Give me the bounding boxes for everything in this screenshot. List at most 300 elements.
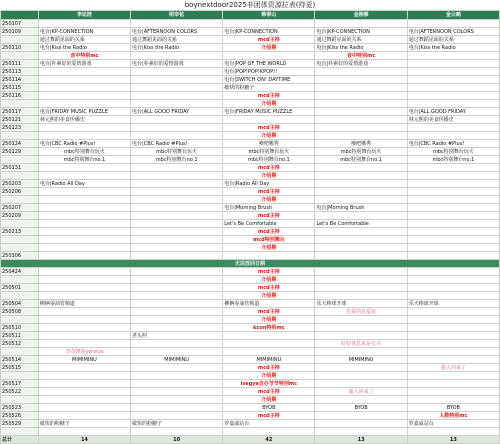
date-cell[interactable]: 250515 [1, 364, 39, 372]
schedule-cell[interactable]: 柳俩零油管频道 [223, 300, 315, 308]
schedule-cell[interactable] [131, 380, 223, 388]
schedule-cell[interactable] [131, 116, 223, 124]
schedule-cell[interactable] [315, 284, 407, 292]
schedule-cell[interactable] [38, 372, 130, 380]
schedule-cell[interactable] [38, 204, 130, 212]
schedule-cell[interactable] [407, 332, 499, 340]
total-cell[interactable]: 14 [38, 436, 130, 444]
date-cell[interactable]: 250306 [1, 252, 39, 260]
schedule-cell[interactable] [131, 20, 223, 28]
schedule-cell[interactable] [315, 100, 407, 108]
schedule-cell[interactable] [315, 212, 407, 220]
schedule-cell[interactable]: 罗嘉戚站台 [223, 420, 315, 428]
schedule-cell[interactable]: 介绍期 [223, 132, 315, 140]
schedule-cell[interactable]: 电台|朴素好的爱情游戏 [315, 60, 407, 68]
date-cell[interactable]: 250117 [1, 108, 39, 116]
schedule-cell[interactable] [131, 268, 223, 276]
schedule-cell[interactable] [38, 332, 130, 340]
schedule-cell[interactable] [38, 100, 130, 108]
schedule-cell[interactable]: 电台|KP-CONNECTION [223, 28, 315, 36]
date-cell[interactable]: 250110 [1, 44, 39, 52]
date-cell[interactable] [1, 196, 39, 204]
schedule-cell[interactable] [38, 172, 130, 180]
schedule-cell[interactable]: mcd主持 [223, 212, 315, 220]
schedule-cell[interactable] [38, 292, 130, 300]
schedule-cell[interactable] [315, 348, 407, 356]
schedule-cell[interactable] [407, 396, 499, 404]
schedule-cell[interactable]: 介绍期 [223, 172, 315, 180]
schedule-cell[interactable]: MIMIMINU [131, 356, 223, 364]
schedule-cell[interactable]: 林元熙的美食传播史 [407, 116, 499, 124]
schedule-cell[interactable] [407, 20, 499, 28]
date-cell[interactable]: 250206 [1, 188, 39, 196]
date-cell[interactable]: 250501 [1, 284, 39, 292]
schedule-cell[interactable]: 噪吧哪秀 [223, 140, 315, 148]
schedule-cell[interactable]: 音中特别mc [315, 52, 407, 60]
schedule-cell[interactable] [38, 92, 130, 100]
schedule-cell[interactable]: MIMIMINU [38, 356, 130, 364]
schedule-cell[interactable] [131, 212, 223, 220]
header-member-4[interactable]: 金刚修 [315, 11, 407, 20]
schedule-cell[interactable]: kcon特别mc [223, 324, 315, 332]
schedule-cell[interactable] [315, 92, 407, 100]
schedule-cell[interactable] [315, 316, 407, 324]
schedule-cell[interactable] [315, 180, 407, 188]
schedule-cell[interactable] [315, 276, 407, 284]
schedule-cell[interactable]: MIMIMINU [315, 356, 407, 364]
schedule-cell[interactable] [131, 52, 223, 60]
date-cell[interactable]: 250512 [1, 340, 39, 348]
schedule-cell[interactable]: 电台|POP!POP!KPOP!! [223, 68, 315, 76]
schedule-cell[interactable]: mcd主持 [223, 284, 315, 292]
date-cell[interactable]: 250207 [1, 204, 39, 212]
schedule-cell[interactable] [38, 412, 130, 420]
date-cell[interactable]: 250514 [1, 356, 39, 364]
schedule-cell[interactable] [38, 132, 130, 140]
schedule-cell[interactable]: 电台|AFTERNOON COLORS [407, 28, 499, 36]
schedule-cell[interactable] [315, 124, 407, 132]
schedule-cell[interactable] [315, 324, 407, 332]
date-cell[interactable] [1, 156, 39, 164]
schedule-cell[interactable]: 电台|ALL GOOD FRIDAY [131, 108, 223, 116]
date-cell[interactable] [1, 100, 39, 108]
schedule-cell[interactable] [131, 340, 223, 348]
schedule-cell[interactable] [407, 196, 499, 204]
schedule-cell[interactable] [131, 188, 223, 196]
schedule-cell[interactable] [407, 172, 499, 180]
schedule-cell[interactable]: 电台|朴素好的爱情游戏 [38, 60, 130, 68]
schedule-cell[interactable] [407, 388, 499, 396]
schedule-cell[interactable]: 电台|CBC Radio #Plus! [131, 140, 223, 148]
schedule-cell[interactable]: 介绍期 [223, 276, 315, 284]
schedule-cell[interactable] [315, 228, 407, 236]
date-cell[interactable] [1, 348, 39, 356]
schedule-cell[interactable]: mcd主持 [223, 364, 315, 372]
schedule-cell[interactable]: 电台|AFTERNOON COLORS [131, 28, 223, 36]
schedule-cell[interactable]: 通过舞蹈见面的关系 [407, 36, 499, 44]
schedule-cell[interactable] [38, 340, 130, 348]
date-cell[interactable] [1, 244, 39, 252]
schedule-cell[interactable] [223, 348, 315, 356]
schedule-cell[interactable] [131, 412, 223, 420]
schedule-cell[interactable] [131, 172, 223, 180]
schedule-cell[interactable] [38, 212, 130, 220]
date-cell[interactable]: 250508 [1, 308, 39, 316]
schedule-cell[interactable] [407, 380, 499, 388]
schedule-cell[interactable] [38, 364, 130, 372]
schedule-cell[interactable] [131, 252, 223, 260]
schedule-cell[interactable] [223, 20, 315, 28]
schedule-cell[interactable] [315, 164, 407, 172]
date-cell[interactable]: 250517 [1, 380, 39, 388]
schedule-cell[interactable]: 介绍期 [223, 196, 315, 204]
schedule-cell[interactable]: 人数特别mc [407, 412, 499, 420]
schedule-cell[interactable]: 电台|朴素好的爱情游戏 [131, 60, 223, 68]
header-member-1[interactable]: 李运涟 [38, 11, 130, 20]
schedule-cell[interactable] [38, 244, 130, 252]
date-cell[interactable] [1, 132, 39, 140]
schedule-cell[interactable]: isegye自办节节特别mc [223, 380, 315, 388]
schedule-cell[interactable]: 电台|POP OF THE WORLD [223, 60, 315, 68]
schedule-cell[interactable] [38, 396, 130, 404]
schedule-cell[interactable]: 介绍期 [223, 244, 315, 252]
schedule-cell[interactable]: 超人回来了 [315, 388, 407, 396]
schedule-cell[interactable] [131, 236, 223, 244]
schedule-cell[interactable]: mbc特别舞台no.1 [407, 156, 499, 164]
schedule-cell[interactable] [315, 428, 407, 436]
schedule-cell[interactable]: mbc特别舞台玩火 [131, 148, 223, 156]
schedule-cell[interactable] [223, 428, 315, 436]
schedule-cell[interactable] [315, 252, 407, 260]
schedule-cell[interactable]: 敏快的粉糖子 [223, 84, 315, 92]
schedule-cell[interactable] [131, 388, 223, 396]
date-cell[interactable]: 250523 [1, 404, 39, 412]
schedule-cell[interactable] [315, 116, 407, 124]
schedule-cell[interactable] [407, 292, 499, 300]
schedule-cell[interactable]: 乐天棒球开球 [407, 300, 499, 308]
schedule-cell[interactable] [131, 204, 223, 212]
schedule-cell[interactable] [131, 372, 223, 380]
header-member-3[interactable]: 韩泰山 [223, 11, 315, 20]
schedule-cell[interactable]: 林元熙的美食传播史 [38, 116, 130, 124]
schedule-cell[interactable]: 电台|Radio All Day [223, 180, 315, 188]
schedule-cell[interactable] [315, 412, 407, 420]
schedule-cell[interactable]: mcd主持 [223, 228, 315, 236]
date-cell[interactable]: 250424 [1, 268, 39, 276]
schedule-cell[interactable] [131, 404, 223, 412]
schedule-cell[interactable]: 电台|Morning Brush [223, 204, 315, 212]
schedule-cell[interactable]: 通过舞蹈见面的关系 [315, 36, 407, 44]
schedule-cell[interactable] [131, 276, 223, 284]
schedule-cell[interactable] [38, 380, 130, 388]
schedule-cell[interactable] [131, 364, 223, 372]
schedule-cell[interactable] [38, 252, 130, 260]
total-cell[interactable]: 10 [131, 436, 223, 444]
schedule-cell[interactable]: 电台|FRIDAY MUSIC PUZZLE [223, 108, 315, 116]
schedule-cell[interactable] [315, 188, 407, 196]
schedule-cell[interactable] [131, 132, 223, 140]
date-cell[interactable]: 250115 [1, 84, 39, 92]
schedule-cell[interactable]: mcd主持 [223, 124, 315, 132]
schedule-cell[interactable] [131, 92, 223, 100]
date-cell[interactable]: 250529 [1, 420, 39, 428]
schedule-cell[interactable] [38, 404, 130, 412]
schedule-cell[interactable]: mcd主持 [223, 308, 315, 316]
schedule-cell[interactable]: MIMIMINU [223, 356, 315, 364]
schedule-cell[interactable] [131, 300, 223, 308]
schedule-cell[interactable]: mcd特别舞台 [223, 236, 315, 244]
schedule-cell[interactable] [407, 68, 499, 76]
schedule-cell[interactable]: 电台|CBC Radio #Plus! [407, 140, 499, 148]
schedule-cell[interactable]: 介绍期 [223, 396, 315, 404]
date-cell[interactable]: 250109 [1, 28, 39, 36]
schedule-cell[interactable]: 电台|CBC Radio #Plus! [38, 140, 130, 148]
schedule-cell[interactable] [407, 124, 499, 132]
date-cell[interactable] [1, 52, 39, 60]
schedule-cell[interactable]: 介绍期 [223, 372, 315, 380]
schedule-cell[interactable] [38, 196, 130, 204]
date-cell[interactable]: 250116 [1, 92, 39, 100]
date-cell[interactable]: 250124 [1, 140, 39, 148]
date-cell[interactable]: 250121 [1, 116, 39, 124]
schedule-cell[interactable] [38, 284, 130, 292]
schedule-cell[interactable]: 老头照 [131, 332, 223, 340]
schedule-cell[interactable] [407, 212, 499, 220]
schedule-cell[interactable] [407, 132, 499, 140]
schedule-cell[interactable] [407, 92, 499, 100]
date-cell[interactable]: 250213 [1, 228, 39, 236]
schedule-cell[interactable] [315, 364, 407, 372]
date-cell[interactable]: 250123 [1, 124, 39, 132]
schedule-cell[interactable] [131, 180, 223, 188]
date-cell[interactable] [1, 172, 39, 180]
schedule-cell[interactable]: mcd主持 [223, 36, 315, 44]
schedule-cell[interactable]: 电台|Radio All Day [38, 180, 130, 188]
date-cell[interactable]: 250113 [1, 68, 39, 76]
schedule-cell[interactable]: 通过舞蹈见面的关系 [38, 36, 130, 44]
schedule-cell[interactable]: mcd主持 [223, 92, 315, 100]
schedule-cell[interactable] [407, 428, 499, 436]
schedule-cell[interactable] [38, 308, 130, 316]
totals-label[interactable]: 总计 [1, 436, 39, 444]
date-cell[interactable]: 250114 [1, 76, 39, 84]
total-cell[interactable]: 42 [223, 436, 315, 444]
schedule-cell[interactable]: 电台|Kiss the Radio [407, 44, 499, 52]
schedule-cell[interactable]: mcd主持 [223, 388, 315, 396]
schedule-cell[interactable] [223, 52, 315, 60]
schedule-cell[interactable] [131, 284, 223, 292]
schedule-cell[interactable] [407, 244, 499, 252]
schedule-cell[interactable]: 李茂修的service [38, 348, 130, 356]
schedule-cell[interactable] [38, 84, 130, 92]
date-cell[interactable]: 250129 [1, 148, 39, 156]
schedule-cell[interactable]: 好好休息真是万幸 [315, 340, 407, 348]
total-cell[interactable]: 13 [315, 436, 407, 444]
schedule-cell[interactable]: 电台|Kiss the Radio [131, 44, 223, 52]
schedule-cell[interactable] [223, 252, 315, 260]
schedule-cell[interactable] [38, 76, 130, 84]
date-cell[interactable] [1, 428, 39, 436]
header-member-2[interactable]: 明宰铉 [131, 11, 223, 20]
date-cell[interactable] [1, 316, 39, 324]
schedule-cell[interactable] [38, 236, 130, 244]
schedule-cell[interactable] [315, 292, 407, 300]
schedule-cell[interactable] [407, 348, 499, 356]
date-cell[interactable] [1, 36, 39, 44]
schedule-cell[interactable] [131, 428, 223, 436]
schedule-cell[interactable] [315, 84, 407, 92]
date-cell[interactable] [1, 220, 39, 228]
date-cell[interactable] [1, 292, 39, 300]
schedule-cell[interactable]: 乐天棒球开球 [315, 300, 407, 308]
schedule-cell[interactable] [407, 324, 499, 332]
schedule-cell[interactable] [38, 228, 130, 236]
schedule-cell[interactable]: mbc特别舞台no.1 [315, 156, 407, 164]
schedule-cell[interactable] [407, 60, 499, 68]
date-cell[interactable]: 250203 [1, 180, 39, 188]
schedule-cell[interactable] [315, 20, 407, 28]
date-cell[interactable] [1, 236, 39, 244]
schedule-cell[interactable] [407, 180, 499, 188]
schedule-cell[interactable] [407, 236, 499, 244]
schedule-cell[interactable] [407, 284, 499, 292]
schedule-cell[interactable]: 电台|KP-CONNECTION [38, 28, 130, 36]
schedule-cell[interactable] [407, 316, 499, 324]
schedule-cell[interactable] [407, 276, 499, 284]
schedule-cell[interactable]: 电台|SWITCH ON! DAYTIME [223, 76, 315, 84]
date-cell[interactable]: 250111 [1, 60, 39, 68]
schedule-cell[interactable] [407, 356, 499, 364]
schedule-cell[interactable] [131, 124, 223, 132]
total-cell[interactable]: 13 [407, 436, 499, 444]
schedule-cell[interactable] [407, 100, 499, 108]
schedule-cell[interactable] [223, 340, 315, 348]
schedule-cell[interactable] [315, 268, 407, 276]
schedule-cell[interactable] [38, 324, 130, 332]
schedule-cell[interactable]: mcd主持 [223, 164, 315, 172]
schedule-cell[interactable] [407, 84, 499, 92]
schedule-cell[interactable] [315, 372, 407, 380]
schedule-cell[interactable]: mbc特别舞台玩火 [38, 148, 130, 156]
date-cell[interactable] [1, 396, 39, 404]
header-date[interactable] [1, 11, 39, 20]
schedule-cell[interactable] [131, 292, 223, 300]
schedule-cell[interactable]: 介绍期 [223, 100, 315, 108]
schedule-cell[interactable] [407, 76, 499, 84]
schedule-cell[interactable] [407, 220, 499, 228]
schedule-cell[interactable]: 介绍期 [223, 44, 315, 52]
schedule-cell[interactable] [315, 108, 407, 116]
schedule-cell[interactable] [38, 68, 130, 76]
schedule-cell[interactable]: BYOB [223, 404, 315, 412]
schedule-cell[interactable]: 电台|Morning Brush [315, 204, 407, 212]
schedule-cell[interactable] [38, 124, 130, 132]
schedule-cell[interactable]: 电台|KP-CONNECTION [315, 28, 407, 36]
schedule-cell[interactable] [131, 396, 223, 404]
schedule-cell[interactable]: 电台|ALL GOOD FRIDAY [407, 108, 499, 116]
schedule-cell[interactable] [315, 420, 407, 428]
schedule-cell[interactable]: 柳俩零油管频道 [38, 300, 130, 308]
schedule-cell[interactable] [131, 76, 223, 84]
date-cell[interactable]: 250510 [1, 324, 39, 332]
schedule-cell[interactable] [407, 372, 499, 380]
schedule-cell[interactable]: mbc特别舞台玩火 [407, 148, 499, 156]
schedule-cell[interactable] [407, 52, 499, 60]
schedule-cell[interactable]: 介绍期 [223, 316, 315, 324]
schedule-cell[interactable] [407, 164, 499, 172]
schedule-cell[interactable]: 电台|FRIDAY MUSIC PUZZLE [38, 108, 130, 116]
schedule-cell[interactable] [407, 204, 499, 212]
schedule-cell[interactable] [38, 268, 130, 276]
schedule-cell[interactable] [223, 116, 315, 124]
schedule-cell[interactable]: 罗嘉戚站台 [407, 420, 499, 428]
schedule-cell[interactable] [131, 316, 223, 324]
schedule-cell[interactable]: Let's Be Comfortable [315, 220, 407, 228]
schedule-cell[interactable]: 电台|Kiss the Radio [315, 44, 407, 52]
schedule-cell[interactable] [38, 20, 130, 28]
schedule-cell[interactable]: mbc特别舞台玩火 [223, 148, 315, 156]
schedule-cell[interactable] [38, 428, 130, 436]
schedule-cell[interactable] [223, 332, 315, 340]
date-cell[interactable]: 250526 [1, 412, 39, 420]
date-cell[interactable]: 250131 [1, 164, 39, 172]
schedule-cell[interactable] [131, 100, 223, 108]
schedule-cell[interactable] [131, 220, 223, 228]
schedule-cell[interactable]: 电台|Kiss the Radio [38, 44, 130, 52]
schedule-cell[interactable] [315, 332, 407, 340]
schedule-cell[interactable] [315, 132, 407, 140]
schedule-cell[interactable] [38, 164, 130, 172]
schedule-cell[interactable] [407, 188, 499, 196]
schedule-cell[interactable]: 敏快的粉糖子 [38, 420, 130, 428]
schedule-cell[interactable] [131, 68, 223, 76]
schedule-cell[interactable] [315, 244, 407, 252]
schedule-cell[interactable] [315, 396, 407, 404]
schedule-cell[interactable]: mbc特别舞台玩火 [315, 148, 407, 156]
schedule-cell[interactable]: mbc特别舞台no.1 [131, 156, 223, 164]
schedule-cell[interactable] [407, 252, 499, 260]
schedule-cell[interactable] [131, 228, 223, 236]
schedule-cell[interactable]: 敏快的粉糖子 [131, 420, 223, 428]
schedule-cell[interactable] [131, 308, 223, 316]
schedule-cell[interactable] [38, 188, 130, 196]
schedule-cell[interactable] [131, 164, 223, 172]
schedule-cell[interactable]: mbc特别舞台no.1 [38, 156, 130, 164]
schedule-cell[interactable] [315, 172, 407, 180]
schedule-cell[interactable]: 通过舞蹈见面的关系 [131, 36, 223, 44]
date-cell[interactable]: 250107 [1, 20, 39, 28]
schedule-cell[interactable]: BYOB [315, 404, 407, 412]
schedule-cell[interactable]: 音中特别mc [38, 52, 130, 60]
schedule-cell[interactable]: mcd主持 [223, 188, 315, 196]
schedule-cell[interactable] [315, 236, 407, 244]
schedule-cell[interactable]: Let's Be Comfortable [223, 220, 315, 228]
date-cell[interactable]: 250522 [1, 388, 39, 396]
date-cell[interactable]: 250504 [1, 300, 39, 308]
schedule-cell[interactable] [407, 308, 499, 316]
schedule-cell[interactable] [131, 324, 223, 332]
schedule-cell[interactable] [38, 388, 130, 396]
schedule-cell[interactable]: 噪吧哪秀 [315, 140, 407, 148]
schedule-cell[interactable] [38, 276, 130, 284]
schedule-cell[interactable] [38, 220, 130, 228]
schedule-cell[interactable]: BYOB [407, 404, 499, 412]
schedule-cell[interactable] [38, 316, 130, 324]
schedule-cell[interactable] [131, 84, 223, 92]
schedule-cell[interactable]: 超人回来了 [407, 364, 499, 372]
schedule-cell[interactable] [315, 68, 407, 76]
schedule-cell[interactable] [407, 340, 499, 348]
